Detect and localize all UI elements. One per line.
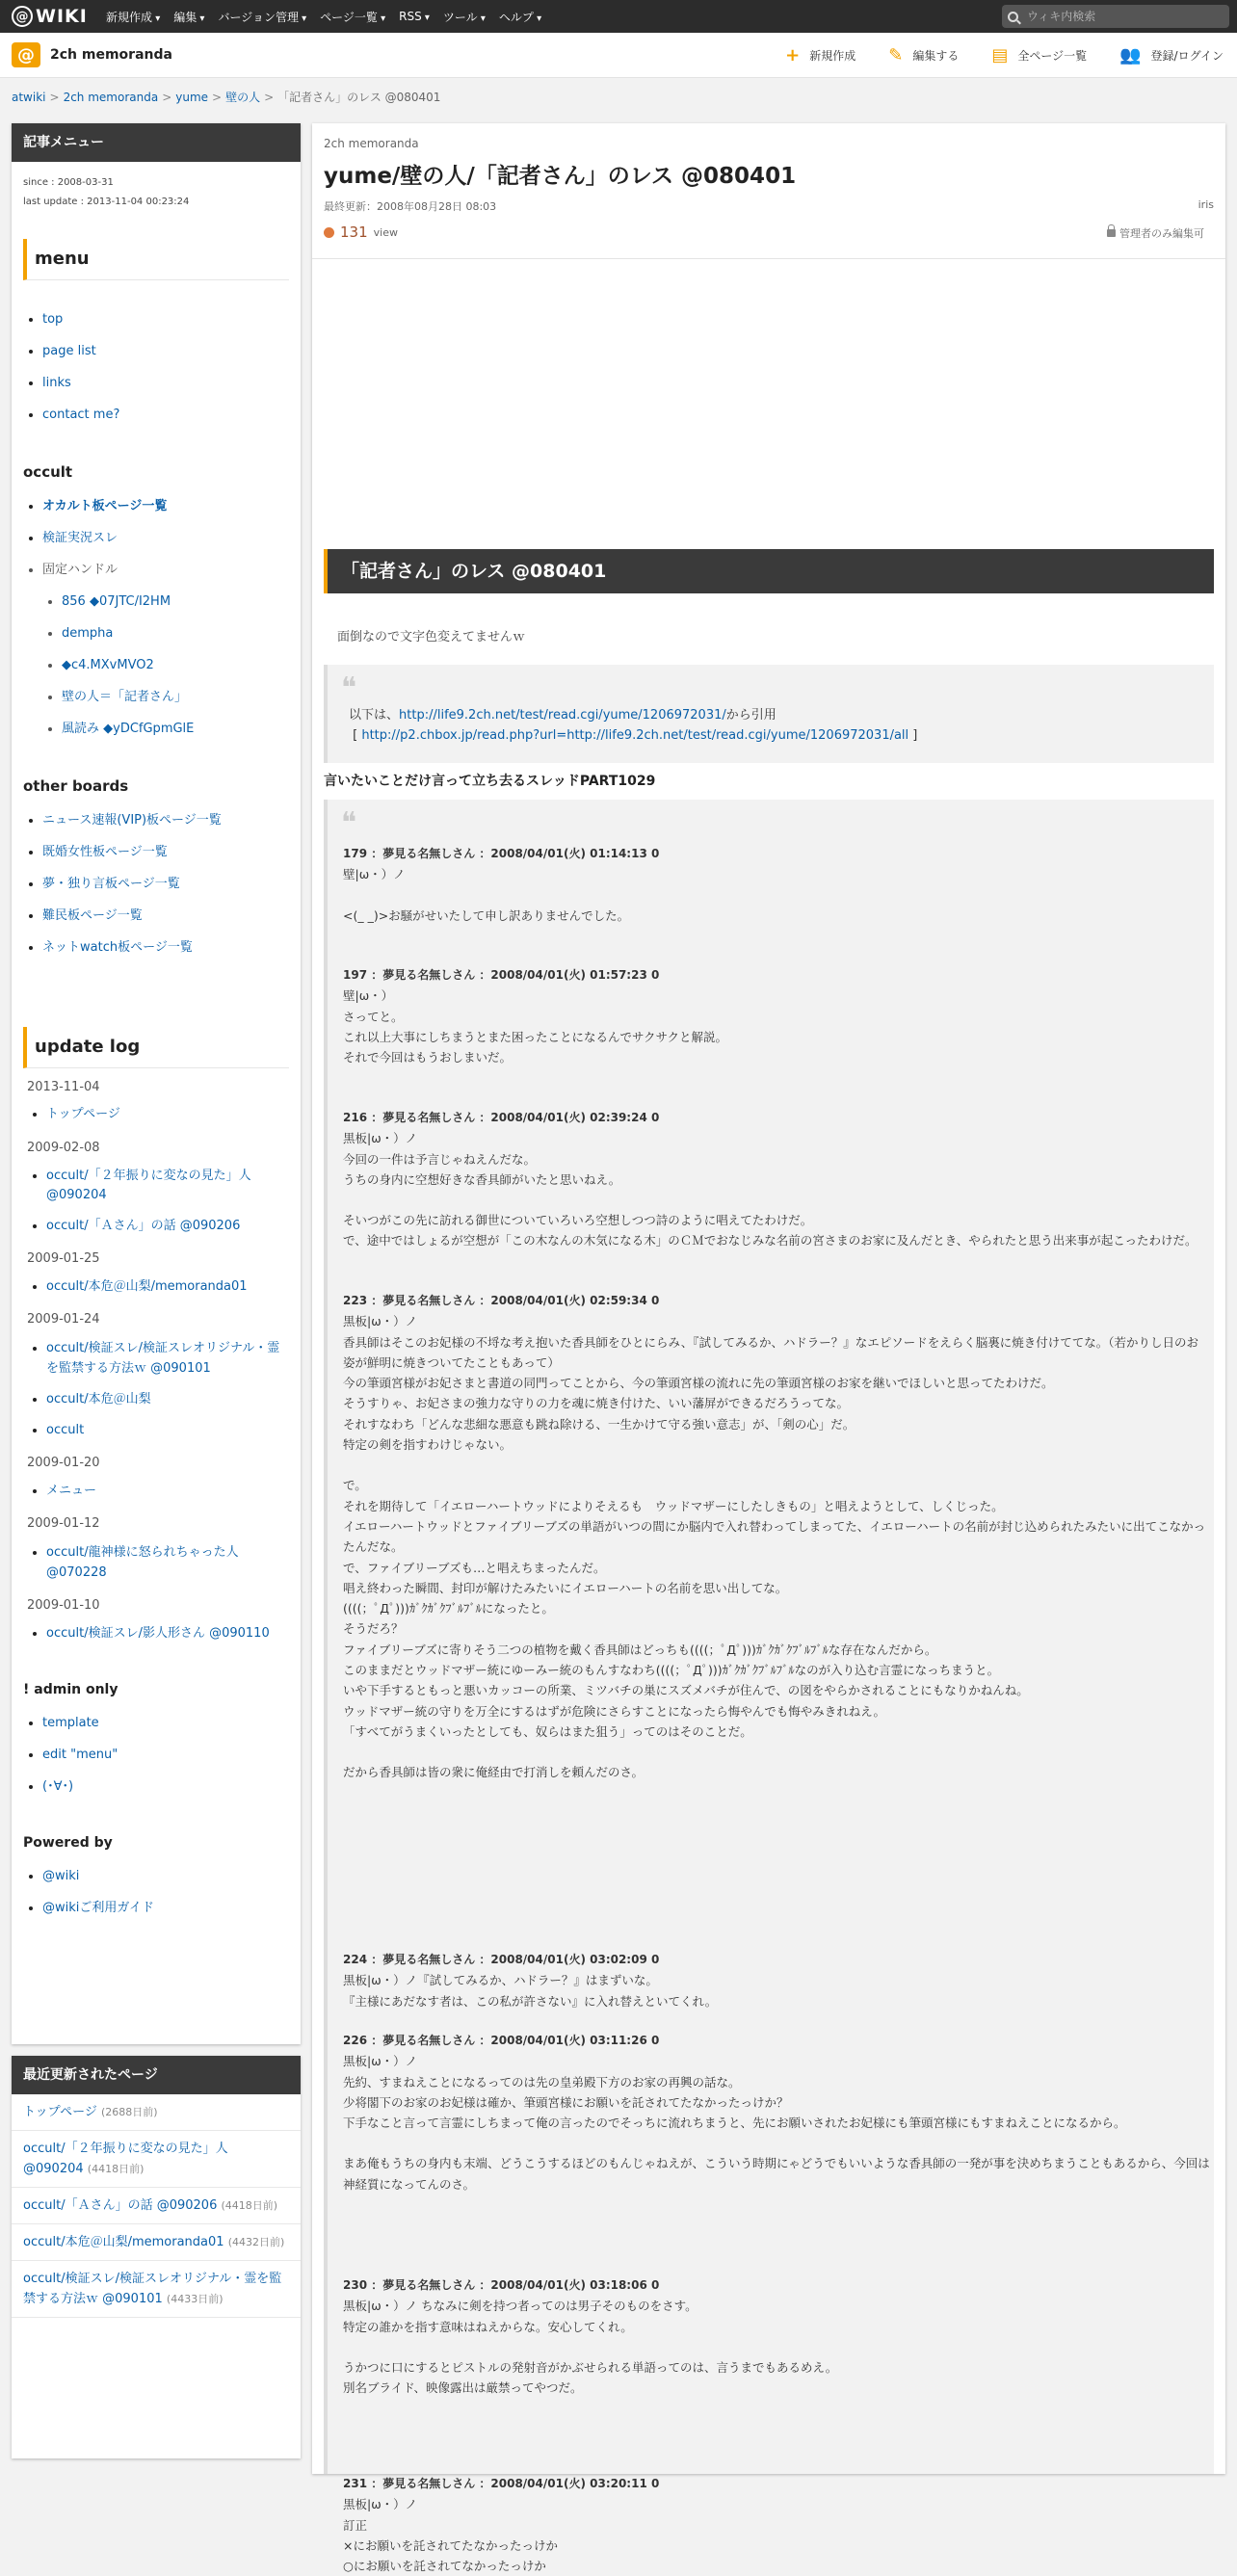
post-line: そいつがこの先に訪れる御世についていろいろ空想しつつ詩のように唱えてたわけだ。 <box>343 1213 813 1228</box>
recent-pages-list <box>12 2094 301 2318</box>
post-line: さってと。 <box>343 1009 404 1024</box>
post-line: 下手なこと言って言霊にしちまって俺の言ったのでそっちに流れちまうと、先にお願いされたお妃様にも筆頭宮様にもすまねえことになるから。 <box>343 2116 1126 2131</box>
post-line: このままだとウッドマザー統にゆーみー統のもんすなわち((((；ﾟДﾟ)))ｶﾞｸｶﾞｸﾌﾞﾙﾌﾞﾙなのが入り込む言霊になっちまうと。 <box>343 1663 1000 1678</box>
post-line: 黒板|ω・）ノ <box>343 1314 418 1329</box>
post-line: 香具師はそこのお妃様の不埒な考え抱いた香具師をひとにらみ、『試してみるか、ハドラー？』なエピソードをえらく脳裏に焼き付けててな。（若かりし日のお姿が鮮明に焼きついてたこともあって） <box>343 1334 1199 1370</box>
post-header: 224 ：夢見る名無しさん ：2008/04/01(火) 03:02:09 0 <box>343 1953 660 1966</box>
edit-permission <box>1107 225 1204 241</box>
other-boards-list <box>23 804 289 963</box>
post-line: 今の筆頭宮様がお妃さまと書道の同門ってことから、今の筆頭宮様の流れに先の筆頭宮様のお家を継いでほしいと思ってたわけだ。 <box>343 1376 1054 1391</box>
atwiki-guide-link[interactable]: @wikiご利用ガイド <box>42 1901 154 1915</box>
post-179 <box>343 844 1210 926</box>
post-line: 「すべてがうまくいったとしても、奴らはまた狙う」ってのはそのことだ。 <box>343 1723 752 1739</box>
post-header: 179 ：夢見る名無しさん ：2008/04/01(火) 01:14:13 0 <box>343 847 660 860</box>
recent-item[interactable] <box>12 2261 301 2318</box>
handle-856-link[interactable]: 856 ◆07JTC/I2HM <box>62 594 171 609</box>
login-label: 登録/ログイン <box>1150 48 1224 63</box>
post-line: ファイブリーブズに寄りそう二つの植物を戴く香具師はどっちも((((；ﾟДﾟ)))ｶﾞｸｶﾞｸﾌﾞﾙﾌﾞﾙな存在なんだから。 <box>343 1642 937 1657</box>
update-date: 2009-01-25 <box>27 1251 100 1266</box>
post-line: ウッドマザー統の守りを万全にするはずが危険にさらすことになったら悔やんでも悔やみきれねえ。 <box>343 1703 886 1719</box>
article-menu-title: 記事メニュー <box>12 123 301 162</box>
breadcrumb: atwiki > 2ch memoranda > yume > 壁の人 > 「記者さん」のレス @080401 <box>12 91 441 104</box>
handle-kazeyomi-link[interactable]: 風読み ◆yDCfGpmGlE <box>62 722 195 736</box>
post-line: いや下手するともっと悪いカッコーの所業、ミツバチの巣にスズメバチが住んで、の図をやらかされることにもなりかねんね。 <box>343 1683 1029 1698</box>
post-line: ○にお願いを託されてなかったっけか <box>343 2559 546 2574</box>
admin-edit-menu-link[interactable]: edit "menu" <box>42 1748 118 1762</box>
handle-list <box>42 586 289 745</box>
post-197 <box>343 965 1210 1067</box>
update-log-heading: update log <box>23 1027 289 1068</box>
update-item[interactable]: トップページ <box>46 1107 120 1121</box>
post-line: うちの身内に空想好きな香具師がいたと思いねえ。 <box>343 1171 621 1187</box>
post-line: で、ファイブリーブズも…と唱えちまったんだ。 <box>343 1560 606 1575</box>
site-actions <box>752 33 1224 77</box>
recent-item-ago: (2688日前) <box>100 2106 158 2118</box>
pages-icon: ▤ <box>991 44 1009 66</box>
recent-item-ago: (4433日前) <box>166 2293 224 2305</box>
update-date: 2009-02-08 <box>27 1141 100 1155</box>
recent-item[interactable] <box>12 2094 301 2131</box>
site-name[interactable]: 2ch memoranda <box>50 47 172 63</box>
site-logo[interactable]: @ <box>12 42 40 67</box>
article-menu-box <box>12 123 301 2044</box>
since-date: since : 2008-03-31 <box>23 177 114 188</box>
view-unit: view <box>373 225 398 239</box>
post-line: 唱え終わった瞬間、封印が解けたみたいにイエローハートの名前を思い出してな。 <box>343 1580 788 1595</box>
new-page-button[interactable] <box>785 45 855 66</box>
posts-quote <box>324 800 1214 2574</box>
recent-item-title[interactable]: occult/本危＠山梨/memoranda01 <box>23 2235 224 2249</box>
post-line: 壁|ω・）ノ <box>343 867 406 882</box>
menu-contact-link[interactable]: contact me? <box>42 407 120 422</box>
site-header <box>0 33 1237 78</box>
quote-suffix: から引用 <box>725 708 776 723</box>
board-nanmin-link[interactable]: 難民板ページ一覧 <box>42 908 143 923</box>
atwiki-logo-mark: @ <box>12 6 33 27</box>
post-line: そうだろ？ <box>343 1621 404 1637</box>
post-line: 特定の誰かを指す意味はねえからな。安心してくれ。 <box>343 2319 633 2334</box>
admin-face-link[interactable]: (･∀･) <box>42 1779 74 1794</box>
atwiki-link[interactable]: @wiki <box>42 1869 80 1883</box>
all-pages-button[interactable] <box>991 45 1087 66</box>
post-line: 壁|ω・） <box>343 988 394 1004</box>
post-line: 『主様にあだなす者は、この私が許さない』に入れ替えといてくれ。 <box>343 1993 718 2009</box>
update-date: 2009-01-12 <box>27 1516 100 1531</box>
menu-tools[interactable]: ツール ▾ <box>443 9 486 25</box>
post-header: 226 ：夢見る名無しさん ：2008/04/01(火) 03:11:26 0 <box>343 2034 660 2047</box>
post-header: 223 ：夢見る名無しさん ：2008/04/01(火) 02:59:34 0 <box>343 1294 660 1307</box>
admin-heading: ! admin only <box>23 1682 118 1697</box>
powered-list <box>23 1860 289 1924</box>
update-date: 2009-01-10 <box>27 1598 100 1613</box>
edit-page-button[interactable] <box>888 45 959 66</box>
edit-page-label: 編集する <box>912 48 960 63</box>
post-226 <box>343 2031 1210 2195</box>
atwiki-logo-text: WIKI <box>36 6 88 27</box>
post-header: 216 ：夢見る名無しさん ：2008/04/01(火) 02:39:24 0 <box>343 1111 660 1124</box>
post-header: 230 ：夢見る名無しさん ：2008/04/01(火) 03:18:06 0 <box>343 2278 660 2292</box>
pencil-icon: ✎ <box>888 44 904 66</box>
menu-edit[interactable]: 編集 ▾ <box>173 9 204 25</box>
post-line: で、途中ではしょるが空想が「この木なんの木気になる木」のＣＭでおなじみな名前の宮さまのお家に及んだとき、やられたと思う出来事が起こったわけだ。 <box>343 1233 1198 1249</box>
occult-page-list-link[interactable]: オカルト板ページ一覧 <box>42 499 168 513</box>
post-line: だから香具師は皆の衆に俺経由で打消しを頼んだのさ。 <box>343 1765 645 1780</box>
login-button[interactable] <box>1119 45 1224 66</box>
post-line: 黒板|ω・）ノ <box>343 2497 418 2512</box>
view-count: 131 <box>340 223 368 241</box>
powered-heading: Powered by <box>23 1835 113 1851</box>
update-item[interactable]: occult/検証スレ/影人形さん @090110 <box>46 1626 270 1641</box>
board-vip-link[interactable]: ニュース速報(VIP)板ページ一覧 <box>42 813 222 828</box>
update-date: 2009-01-20 <box>27 1456 100 1470</box>
new-page-label: 新規作成 <box>809 48 856 63</box>
search-icon[interactable] <box>1008 12 1018 22</box>
update-date: 2009-01-24 <box>27 1312 100 1327</box>
wiki-search-input[interactable] <box>1025 9 1222 24</box>
post-line: ((((；ﾟДﾟ)))ｶﾞｸｶﾞｸﾌﾞﾙﾌﾞﾙになったと。 <box>343 1601 554 1617</box>
post-line: 黒板|ω・）ノ ちなみに剣を持つ者ってのは男子そのものをさす。 <box>343 2299 697 2314</box>
recent-item-title[interactable]: occult/「Ａさん」の話 @090206 <box>23 2198 218 2213</box>
post-224 <box>343 1950 1210 2011</box>
post-line: 黒板|ω・）ノ『試してみるか、ハドラー？』はまずいな。 <box>343 1973 658 1988</box>
page-author[interactable]: iris <box>1198 198 1214 211</box>
recent-item[interactable] <box>12 2131 301 2188</box>
post-line: それを期待して「イエローハートウッドによりそえるも ウッドマザーにしたしきもの」と唱えようとして、しくじった。 <box>343 1498 1004 1513</box>
atwiki-logo[interactable] <box>12 5 88 28</box>
post-line: そうすりゃ、お妃さまの強力な守りの力を魂に焼き付けた、いい藩屏ができるだろうってな。 <box>343 1396 850 1411</box>
recent-pages-title: 最近更新されたページ <box>12 2056 301 2094</box>
update-item[interactable]: occult/検証スレ/検証スレオリジナル・霊を監禁する方法ｗ @090101 <box>46 1341 280 1376</box>
menu-help[interactable]: ヘルプ ▾ <box>499 9 541 25</box>
last-update-date: last update : 2013-11-04 00:23:24 <box>23 197 190 207</box>
recent-item-title[interactable]: トップページ <box>23 2105 97 2119</box>
admin-list <box>23 1707 289 1802</box>
post-line: 少将閣下のお家のお妃様は確か、筆頭宮様にお願いを託されてたなかったっけか？ <box>343 2094 789 2110</box>
top-navigation-bar <box>0 0 1237 33</box>
update-item[interactable]: occult/龍神様に怒られちゃった人 @070228 <box>46 1545 239 1580</box>
post-line: まあ俺もうちの身内も末端、どうこうするほどのもんじゃねえが、こういう時期にゃどうでもいいような香具師の一発が事を決めちまうこともあるから、今回は神経質になってんのさ。 <box>343 2156 1210 2192</box>
update-item[interactable]: occult <box>46 1423 85 1437</box>
page-site-label: 2ch memoranda <box>324 137 419 150</box>
post-line: 黒板|ω・）ノ <box>343 1131 418 1146</box>
post-line: うかつに口にするとピストルの発射音がかぶせられる単語ってのは、言うまでもあるめえ。 <box>343 2359 838 2375</box>
board-netwatch-link[interactable]: ネットwatch板ページ一覧 <box>42 940 193 955</box>
post-231 <box>343 2474 1210 2576</box>
quote-icon: ❝ <box>341 671 357 705</box>
other-boards-heading: other boards <box>23 777 129 795</box>
thread-title: 言いたいことだけ言って立ち去るスレッドPART1029 <box>324 774 656 789</box>
recent-pages-box <box>12 2056 301 2458</box>
post-223 <box>343 1291 1210 1783</box>
intro-text: 面倒なので文字色変えてませんｗ <box>337 630 526 644</box>
menu-rss[interactable]: RSS ▾ <box>399 10 430 23</box>
post-216 <box>343 1108 1210 1251</box>
post-line: 先約、すまねえことになるってのは先の皇弟殿下方のお家の再興の話な。 <box>343 2074 741 2090</box>
handle-c4-link[interactable]: ◆c4.MXvMVO2 <box>62 658 154 672</box>
occult-list <box>23 490 289 745</box>
post-line: ×にお願いを託されてたなかったっけか <box>343 2537 558 2553</box>
post-line: 特定の剣を指すわけじゃない。 <box>343 1437 513 1453</box>
fixed-handle-label: 固定ハンドル <box>42 563 118 577</box>
view-icon <box>324 227 334 238</box>
edit-permission-label: 管理者のみ編集可 <box>1119 227 1204 240</box>
update-log <box>23 1080 289 1643</box>
wiki-search-box <box>1002 5 1229 28</box>
menu-version[interactable]: バージョン管理 ▾ <box>218 9 306 25</box>
post-header: 197 ：夢見る名無しさん ：2008/04/01(火) 01:57:23 0 <box>343 968 660 982</box>
post-line: それで今回はもうおしまいだ。 <box>343 1050 513 1065</box>
verify-thread-link[interactable]: 検証実況スレ <box>42 531 118 545</box>
menu-top-link[interactable]: top <box>42 312 64 327</box>
source-quote: ❝ 以下は、http://life9.2ch.net/test/read.cgi/yume/1206972031/から引用 [ http://p2.chbox.jp/read.php?url=http://life9.2ch.net/test/read.cgi/yume/1206972031/all ] <box>324 665 1214 763</box>
post-line: これ以上大事にしちまうとまた困ったことになるんでサクサクと解説。 <box>343 1029 728 1044</box>
recent-item-ago: (4418日前) <box>87 2163 145 2175</box>
recent-item-title[interactable]: occult/検証スレ/検証スレオリジナル・霊を監禁する方法ｗ @090101 <box>23 2272 282 2306</box>
header-divider <box>312 258 1225 259</box>
recent-item-ago: (4432日前) <box>227 2236 285 2248</box>
handle-kisha-link[interactable]: 壁の人＝「記者さん」 <box>62 690 188 704</box>
post-line: 今回の一件は予言じゃねえんだな。 <box>343 1151 537 1167</box>
menu-links-link[interactable]: links <box>42 376 71 390</box>
update-item[interactable]: メニュー <box>46 1484 97 1498</box>
update-date: 2013-11-04 <box>27 1080 100 1094</box>
view-counter <box>324 223 398 241</box>
menu-new[interactable]: 新規作成 ▾ <box>106 9 160 25</box>
quote-icon: ❝ <box>341 806 357 840</box>
menu-list <box>23 303 289 431</box>
update-item[interactable]: occult/「Ａさん」の話 @090206 <box>46 1219 241 1233</box>
post-line: <(_ _)>お騒がせいたして申し訳ありませんでした。 <box>343 907 630 923</box>
post-line: それすなわち「どんな悲細な悪意も跳ね除ける、一生かけて守る強い意志」が、「剣の心」だ。 <box>343 1416 855 1432</box>
occult-heading: occult <box>23 463 73 481</box>
menu-page-list[interactable]: ページ一覧 ▾ <box>320 9 385 25</box>
source-thread-link[interactable]: http://life9.2ch.net/test/read.cgi/yume/1206972031/ <box>399 708 726 723</box>
post-header: 231 ：夢見る名無しさん ：2008/04/01(火) 03:20:11 0 <box>343 2477 660 2490</box>
post-line: で。 <box>343 1478 367 1493</box>
site-dates <box>23 162 289 212</box>
post-line: 訂正 <box>343 2517 368 2533</box>
section-heading: 「記者さん」のレス @080401 <box>324 549 1214 593</box>
main-content <box>312 123 1225 2574</box>
quote-prefix: 以下は、 <box>349 708 400 723</box>
source-archive-link[interactable]: http://p2.chbox.jp/read.php?url=http://life9.2ch.net/test/read.cgi/yume/1206972031/all <box>361 728 909 743</box>
breadcrumb-yume[interactable]: yume <box>175 91 209 104</box>
left-sidebar <box>12 123 301 2458</box>
recent-item-title[interactable]: occult/「２年振りに変なの見た」人 @090204 <box>23 2142 228 2176</box>
last-modified: 最終更新：2008年08月28日 08:03 <box>324 200 497 213</box>
menu-heading: menu <box>23 239 289 280</box>
recent-item[interactable] <box>12 2224 301 2261</box>
board-kikon-link[interactable]: 既婚女性板ページ一覧 <box>42 845 168 859</box>
update-item[interactable]: occult/「２年振りに変なの見た」人 @090204 <box>46 1169 251 1202</box>
global-menu <box>106 0 555 33</box>
breadcrumb-site[interactable]: 2ch memoranda <box>63 91 159 104</box>
update-item[interactable]: occult/本危＠山梨/memoranda01 <box>46 1279 248 1294</box>
all-pages-label: 全ページ一覧 <box>1017 48 1088 63</box>
board-yume-link[interactable]: 夢・独り言板ページ一覧 <box>42 877 180 891</box>
post-line: イエローハートウッドとファイブリーブズの単語がいつの間にか脳内で入れ替わってしまってた、イエローハートの名前が封じ込められたみたいに出てこなかったんだな。 <box>343 1518 1206 1555</box>
page-title: yume/壁の人/「記者さん」のレス @080401 <box>324 164 797 189</box>
menu-page-list-link[interactable]: page list <box>42 344 96 358</box>
update-item[interactable]: occult/本危＠山梨 <box>46 1392 151 1406</box>
post-line: 別名ブライド、映像露出は厳禁ってやつだ。 <box>343 2380 583 2396</box>
user-add-icon: 👥 <box>1119 44 1142 66</box>
breadcrumb-current: 「記者さん」のレス @080401 <box>277 91 441 104</box>
plus-icon: + <box>785 44 801 66</box>
handle-dempha-link[interactable]: dempha <box>62 626 114 641</box>
post-230 <box>343 2275 1210 2398</box>
lock-icon <box>1107 229 1116 237</box>
admin-template-link[interactable]: template <box>42 1716 99 1730</box>
breadcrumb-atwiki[interactable]: atwiki <box>12 91 46 104</box>
recent-item[interactable] <box>12 2188 301 2224</box>
post-line: 黒板|ω・）ノ <box>343 2054 418 2069</box>
recent-item-ago: (4418日前) <box>221 2199 278 2212</box>
breadcrumb-kabe[interactable]: 壁の人 <box>225 91 261 104</box>
